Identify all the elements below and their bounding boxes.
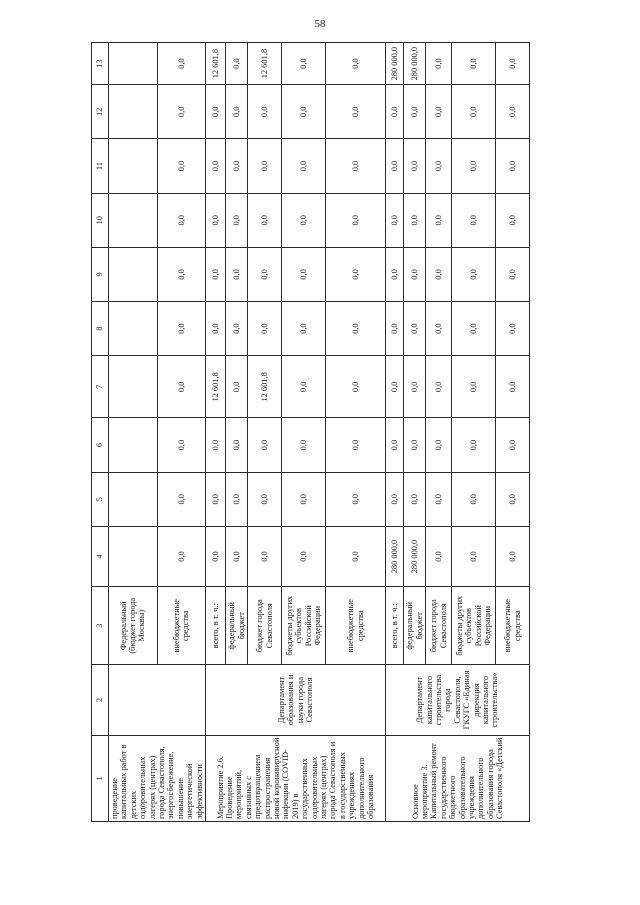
value-cell: 0,0 — [326, 472, 386, 526]
value-cell: 0,0 — [404, 418, 426, 472]
value-cell: 0,0 — [157, 472, 206, 526]
value-cell: 12 601,8 — [248, 356, 282, 418]
value-cell: 0,0 — [426, 85, 452, 139]
value-cell: 0,0 — [206, 418, 226, 472]
funding-source-cell: всего, в т. ч.: — [206, 587, 226, 665]
value-cell: 0,0 — [426, 139, 452, 193]
value-cell: 0,0 — [226, 302, 248, 356]
value-cell: 0,0 — [426, 356, 452, 418]
value-cell: 12 601,8 — [206, 356, 226, 418]
activity-cell: Мероприятие 2.6. Проведение мероприятий, связанных с предотвращением распространения новой коронавирусной инфекции (COVID-2019) в государственных оздоровительных лагерях (центрах) города Севастополя и в государственных учреждениях дополнительного образования — [206, 735, 386, 821]
value-cell: 0,0 — [326, 193, 386, 247]
funding-source-cell: федеральный бюджет — [404, 587, 426, 665]
value-cell: 0,0 — [226, 526, 248, 586]
funding-source-cell: бюджет города Севастополя — [248, 587, 282, 665]
value-cell: 0,0 — [404, 247, 426, 301]
value-cell: 0,0 — [404, 85, 426, 139]
table-row — [386, 43, 404, 822]
value-cell: 0,0 — [206, 85, 226, 139]
value-cell: 0,0 — [386, 85, 404, 139]
value-cell — [109, 139, 158, 193]
col-number: 11 — [92, 139, 109, 193]
value-cell — [109, 356, 158, 418]
value-cell: 0,0 — [452, 43, 496, 85]
value-cell: 0,0 — [326, 356, 386, 418]
value-cell: 0,0 — [386, 356, 404, 418]
value-cell — [109, 526, 158, 586]
value-cell: 0,0 — [326, 43, 386, 85]
budget-table — [91, 42, 530, 822]
funding-source-cell: всего, в т. ч.: — [386, 587, 404, 665]
value-cell: 0,0 — [426, 247, 452, 301]
col-number: 1 — [92, 735, 109, 821]
value-cell: 0,0 — [452, 526, 496, 586]
value-cell: 12 601,8 — [206, 43, 226, 85]
column-number-row — [92, 43, 109, 822]
value-cell: 0,0 — [226, 418, 248, 472]
value-cell: 0,0 — [226, 43, 248, 85]
value-cell: 280 000,0 — [404, 526, 426, 586]
value-cell — [109, 43, 158, 85]
value-cell: 0,0 — [326, 85, 386, 139]
value-cell — [109, 247, 158, 301]
page-number: 58 — [314, 18, 326, 30]
value-cell: 0,0 — [386, 139, 404, 193]
value-cell: 0,0 — [496, 139, 530, 193]
col-number: 7 — [92, 356, 109, 418]
value-cell: 0,0 — [157, 302, 206, 356]
value-cell: 0,0 — [226, 193, 248, 247]
funding-source-cell: внебюджетные средства — [157, 587, 206, 665]
value-cell: 0,0 — [206, 472, 226, 526]
value-cell: 0,0 — [452, 418, 496, 472]
value-cell — [109, 302, 158, 356]
value-cell: 0,0 — [226, 247, 248, 301]
value-cell: 0,0 — [496, 302, 530, 356]
value-cell: 0,0 — [452, 85, 496, 139]
executor-cell: Департамент капитального строительства города Севастополя, ГКУГС «Единая дирекция капитального строительства» — [386, 665, 530, 735]
value-cell: 0,0 — [326, 139, 386, 193]
value-cell: 0,0 — [157, 418, 206, 472]
col-number: 6 — [92, 418, 109, 472]
value-cell — [109, 193, 158, 247]
value-cell: 0,0 — [157, 526, 206, 586]
col-number: 5 — [92, 472, 109, 526]
value-cell: 0,0 — [386, 418, 404, 472]
value-cell: 0,0 — [452, 139, 496, 193]
funding-source-cell: бюджет города Севастополя — [426, 587, 452, 665]
value-cell: 0,0 — [452, 472, 496, 526]
value-cell: 0,0 — [248, 418, 282, 472]
value-cell: 0,0 — [426, 526, 452, 586]
col-number: 3 — [92, 587, 109, 665]
value-cell: 0,0 — [326, 418, 386, 472]
value-cell: 0,0 — [248, 247, 282, 301]
value-cell: 0,0 — [248, 85, 282, 139]
value-cell: 0,0 — [206, 193, 226, 247]
value-cell: 0,0 — [226, 139, 248, 193]
value-cell: 0,0 — [282, 43, 326, 85]
table-row — [109, 43, 158, 822]
funding-source-cell: бюджеты других субъектов Российской Федерации — [282, 587, 326, 665]
value-cell: 0,0 — [496, 526, 530, 586]
value-cell: 0,0 — [157, 247, 206, 301]
value-cell: 0,0 — [282, 139, 326, 193]
activity-cell: проведение капитальных работ в детских оздоровительных лагерях (центрах) города Севастополя, энергосбережение, повышение энергетической эффективности — [109, 735, 206, 821]
value-cell — [109, 418, 158, 472]
value-cell: 0,0 — [326, 526, 386, 586]
value-cell: 0,0 — [386, 193, 404, 247]
value-cell: 0,0 — [386, 247, 404, 301]
table-row — [206, 43, 226, 822]
value-cell: 0,0 — [226, 472, 248, 526]
value-cell: 0,0 — [404, 139, 426, 193]
value-cell: 0,0 — [496, 247, 530, 301]
value-cell: 0,0 — [282, 356, 326, 418]
value-cell: 0,0 — [496, 85, 530, 139]
col-number: 9 — [92, 247, 109, 301]
value-cell: 0,0 — [226, 85, 248, 139]
rotated-table-container — [91, 42, 522, 822]
col-number: 8 — [92, 302, 109, 356]
value-cell: 0,0 — [452, 193, 496, 247]
value-cell — [109, 472, 158, 526]
funding-source-cell: бюджеты других субъектов Российской Федерации — [452, 587, 496, 665]
value-cell: 0,0 — [404, 302, 426, 356]
value-cell: 280 000,0 — [404, 43, 426, 85]
value-cell: 0,0 — [248, 472, 282, 526]
value-cell: 0,0 — [426, 193, 452, 247]
value-cell: 0,0 — [206, 247, 226, 301]
value-cell: 0,0 — [404, 472, 426, 526]
value-cell: 12 601,8 — [248, 43, 282, 85]
value-cell: 0,0 — [426, 302, 452, 356]
value-cell: 0,0 — [426, 472, 452, 526]
value-cell: 0,0 — [206, 526, 226, 586]
value-cell: 0,0 — [206, 302, 226, 356]
col-number: 4 — [92, 526, 109, 586]
value-cell: 0,0 — [248, 302, 282, 356]
executor-cell — [109, 665, 206, 735]
value-cell: 0,0 — [282, 302, 326, 356]
funding-source-cell: внебюджетные средства — [326, 587, 386, 665]
value-cell: 0,0 — [452, 302, 496, 356]
col-number: 12 — [92, 85, 109, 139]
funding-source-cell: внебюджетные средства — [496, 587, 530, 665]
value-cell: 0,0 — [404, 193, 426, 247]
value-cell: 0,0 — [157, 139, 206, 193]
value-cell: 0,0 — [496, 472, 530, 526]
value-cell: 0,0 — [282, 418, 326, 472]
value-cell: 0,0 — [157, 356, 206, 418]
value-cell: 0,0 — [496, 193, 530, 247]
value-cell: 0,0 — [248, 526, 282, 586]
value-cell: 0,0 — [386, 472, 404, 526]
value-cell — [109, 85, 158, 139]
value-cell: 0,0 — [452, 356, 496, 418]
value-cell: 0,0 — [282, 247, 326, 301]
value-cell: 0,0 — [157, 85, 206, 139]
value-cell: 0,0 — [248, 193, 282, 247]
value-cell: 0,0 — [248, 139, 282, 193]
col-number: 10 — [92, 193, 109, 247]
value-cell: 0,0 — [282, 85, 326, 139]
value-cell: 280 000,0 — [386, 526, 404, 586]
value-cell: 0,0 — [282, 193, 326, 247]
funding-source-cell: федеральный бюджет — [226, 587, 248, 665]
value-cell: 0,0 — [157, 193, 206, 247]
value-cell: 0,0 — [426, 43, 452, 85]
activity-cell: Основное мероприятие 3. Капитальный ремонт государственного бюджетного образовательного учреждения дополнительного образования города Севастополя «Детский — [386, 735, 530, 821]
value-cell: 280 000,0 — [386, 43, 404, 85]
value-cell: 0,0 — [206, 139, 226, 193]
value-cell: 0,0 — [496, 356, 530, 418]
value-cell: 0,0 — [326, 302, 386, 356]
value-cell: 0,0 — [226, 356, 248, 418]
value-cell: 0,0 — [386, 302, 404, 356]
value-cell: 0,0 — [157, 43, 206, 85]
value-cell: 0,0 — [326, 247, 386, 301]
value-cell: 0,0 — [282, 526, 326, 586]
value-cell: 0,0 — [496, 418, 530, 472]
col-number: 13 — [92, 43, 109, 85]
value-cell: 0,0 — [426, 418, 452, 472]
col-number: 2 — [92, 665, 109, 735]
funding-source-cell: Федеральный (бюджет города Москвы) — [109, 587, 158, 665]
value-cell: 0,0 — [282, 472, 326, 526]
executor-cell: Департамент образования и науки города Севастополя — [206, 665, 386, 735]
value-cell: 0,0 — [496, 43, 530, 85]
value-cell: 0,0 — [404, 356, 426, 418]
value-cell: 0,0 — [452, 247, 496, 301]
